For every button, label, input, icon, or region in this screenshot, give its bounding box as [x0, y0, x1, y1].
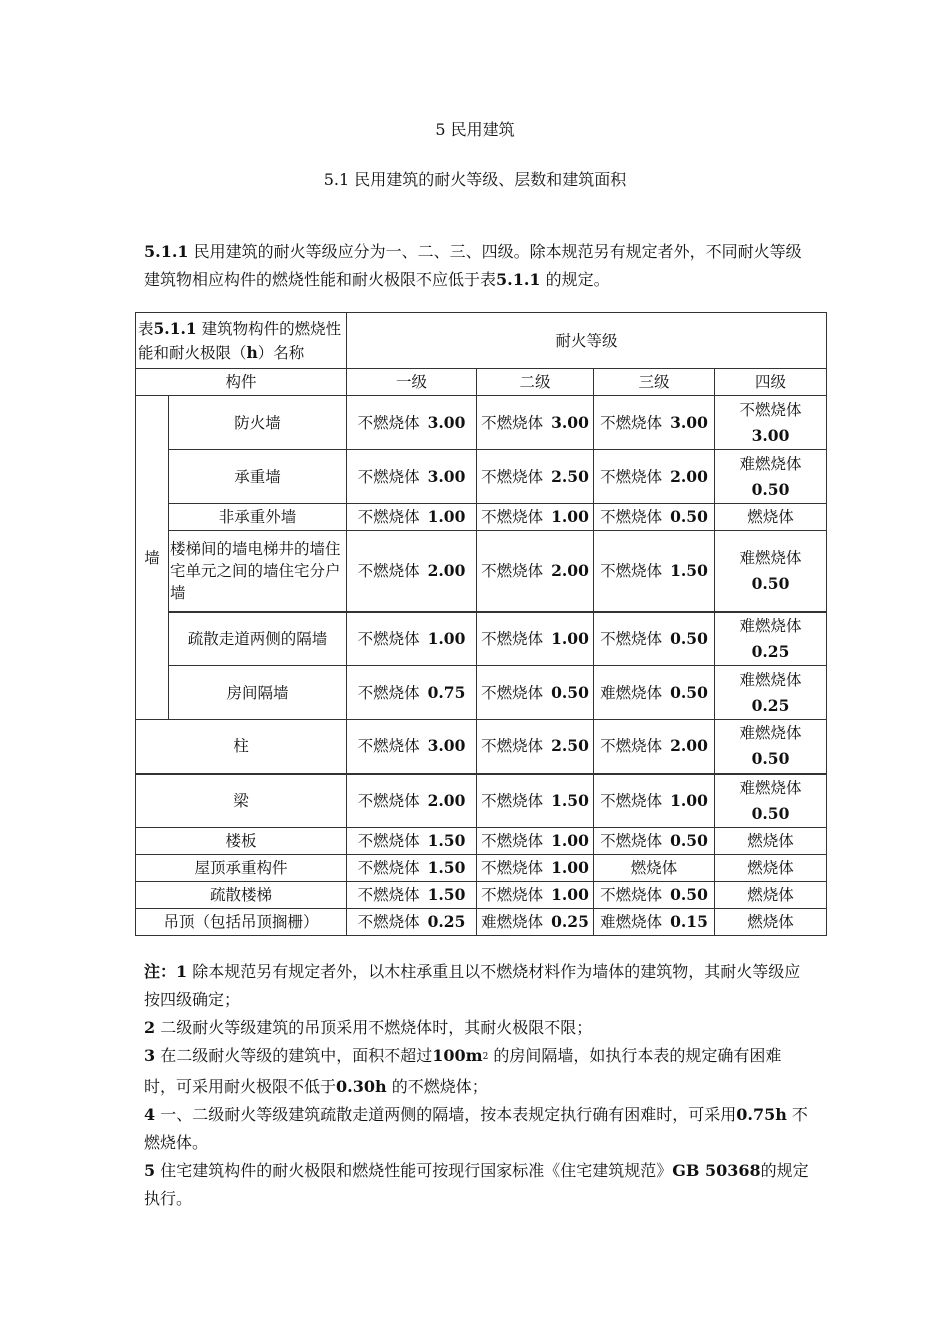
component-name: 楼板: [136, 828, 347, 855]
component-header: 构件: [136, 369, 347, 396]
component-name: 承重墙: [169, 450, 347, 504]
grade-3-header: 三级: [594, 369, 715, 396]
rating-cell: 不燃烧体 2.50: [477, 450, 594, 504]
table-row: [136, 450, 827, 504]
table-row: [136, 828, 827, 855]
rating-cell: 难燃烧体 0.25: [715, 666, 827, 720]
rating-cell: 不燃烧体 1.00: [594, 774, 715, 828]
rating-cell: 不燃烧体 3.00: [347, 450, 477, 504]
rating-cell: 不燃烧体 1.00: [347, 504, 477, 531]
component-name: 防火墙: [169, 396, 347, 450]
rating-cell: 不燃烧体 2.50: [477, 720, 594, 774]
clause-5-1-1: [144, 238, 812, 294]
rating-cell: 不燃烧体 1.00: [477, 828, 594, 855]
rating-cell: 不燃烧体 3.00: [594, 396, 715, 450]
rating-cell: 不燃烧体 1.50: [347, 882, 477, 909]
chapter-heading: 5 民用建筑: [435, 120, 515, 139]
notes: [144, 958, 812, 1213]
rating-cell: 不燃烧体 0.50: [594, 882, 715, 909]
rating-cell: 不燃烧体 0.50: [594, 504, 715, 531]
rating-cell: 不燃烧体 1.00: [477, 612, 594, 666]
component-name: 房间隔墙: [169, 666, 347, 720]
rating-cell: 不燃烧体 2.00: [594, 720, 715, 774]
clause-number: 5.1.1: [144, 242, 189, 261]
component-name: 吊顶（包括吊顶搁栅）: [136, 909, 347, 936]
component-name: 楼梯间的墙电梯井的墙住宅单元之间的墙住宅分户墙: [169, 531, 347, 612]
rating-cell: 不燃烧体 3.00: [477, 396, 594, 450]
table-row: [136, 612, 827, 666]
rating-cell: 难燃烧体 0.25: [477, 909, 594, 936]
table-row: [136, 855, 827, 882]
table-row: [136, 909, 827, 936]
table-row: [136, 720, 827, 774]
rating-cell: 难燃烧体 0.15: [594, 909, 715, 936]
grade-2-header: 二级: [477, 369, 594, 396]
rating-cell: 燃烧体: [715, 504, 827, 531]
rating-cell: 不燃烧体 0.50: [594, 828, 715, 855]
rating-cell: 燃烧体: [715, 909, 827, 936]
note-4: 4 一、二级耐火等级建筑疏散走道两侧的隔墙，按本表规定执行确有困难时，可采用0.75h 不燃烧体。: [144, 1105, 808, 1152]
table-row: [136, 531, 827, 612]
rating-cell: 不燃烧体 3.00: [715, 396, 827, 450]
rating-cell: 难燃烧体 0.25: [715, 612, 827, 666]
clause-text-1: 民用建筑的耐火等级应分为一、二、三、四级。除本规范另有规定者外，不同耐火等级建筑物相应构件的燃烧性能和耐火极限不应低于表: [144, 242, 802, 289]
component-name: 梁: [136, 774, 347, 828]
table-row: [136, 882, 827, 909]
rating-cell: 不燃烧体 0.50: [594, 612, 715, 666]
table-row: [136, 504, 827, 531]
note-1: 注：1 除本规范另有规定者外，以木柱承重且以不燃烧材料作为墙体的建筑物，其耐火等级应按四级确定；: [144, 962, 801, 1009]
note-5: 5 住宅建筑构件的耐火极限和燃烧性能可按现行国家标准《住宅建筑规范》GB 50368的规定执行。: [144, 1161, 809, 1208]
rating-cell: 不燃烧体 2.00: [594, 450, 715, 504]
rating-cell: 难燃烧体 0.50: [715, 774, 827, 828]
rating-cell: 不燃烧体 0.75: [347, 666, 477, 720]
table-caption: 表5.1.1 建筑物构件的燃烧性能和耐火极限（h）名称: [136, 313, 347, 369]
note-3: 3 在二级耐火等级的建筑中，面积不超过$100m^2$ 的房间隔墙，如执行本表的规定确有困难时，可采用耐火极限不低于0.30h 的不燃烧体；: [144, 1046, 782, 1096]
rating-cell: 难燃烧体 0.50: [715, 531, 827, 612]
rating-cell: 燃烧体: [715, 855, 827, 882]
rating-cell: 难燃烧体 0.50: [715, 720, 827, 774]
rating-cell: 燃烧体: [715, 882, 827, 909]
rating-cell: 不燃烧体 1.00: [477, 855, 594, 882]
clause-table-ref: 5.1.1: [496, 270, 541, 289]
rating-cell: 难燃烧体 0.50: [594, 666, 715, 720]
rating-cell: 不燃烧体 2.00: [477, 531, 594, 612]
rating-cell: 不燃烧体 1.00: [347, 612, 477, 666]
grade-4-header: 四级: [715, 369, 827, 396]
rating-cell: 不燃烧体 1.00: [477, 504, 594, 531]
rating-cell: 不燃烧体 1.50: [347, 828, 477, 855]
table-row: [136, 774, 827, 828]
component-name: 疏散走道两侧的隔墙: [169, 612, 347, 666]
table-row: [136, 666, 827, 720]
table-row: [136, 396, 827, 450]
rating-cell: 燃烧体: [715, 828, 827, 855]
grade-1-header: 一级: [347, 369, 477, 396]
component-name: 非承重外墙: [169, 504, 347, 531]
rating-cell: 不燃烧体 0.50: [477, 666, 594, 720]
rating-cell: 燃烧体: [594, 855, 715, 882]
component-name: 柱: [136, 720, 347, 774]
rating-cell: 不燃烧体 0.25: [347, 909, 477, 936]
rating-cell: 不燃烧体 2.00: [347, 774, 477, 828]
wall-group-label: 墙: [136, 396, 169, 720]
grade-header: 耐火等级: [347, 313, 827, 369]
rating-cell: 不燃烧体 3.00: [347, 396, 477, 450]
rating-cell: 不燃烧体 1.00: [477, 882, 594, 909]
rating-cell: 不燃烧体 1.50: [347, 855, 477, 882]
note-2: 2 二级耐火等级建筑的吊顶采用不燃烧体时，其耐火极限不限；: [144, 1018, 593, 1037]
rating-cell: 不燃烧体 3.00: [347, 720, 477, 774]
rating-cell: 不燃烧体 2.00: [347, 531, 477, 612]
rating-cell: 不燃烧体 1.50: [594, 531, 715, 612]
component-name: 屋顶承重构件: [136, 855, 347, 882]
section-heading: 5.1 民用建筑的耐火等级、层数和建筑面积: [323, 170, 627, 189]
fire-resistance-table: [135, 312, 827, 936]
component-name: 疏散楼梯: [136, 882, 347, 909]
rating-cell: 不燃烧体 1.50: [477, 774, 594, 828]
clause-text-2: 的规定。: [540, 270, 610, 289]
rating-cell: 难燃烧体 0.50: [715, 450, 827, 504]
